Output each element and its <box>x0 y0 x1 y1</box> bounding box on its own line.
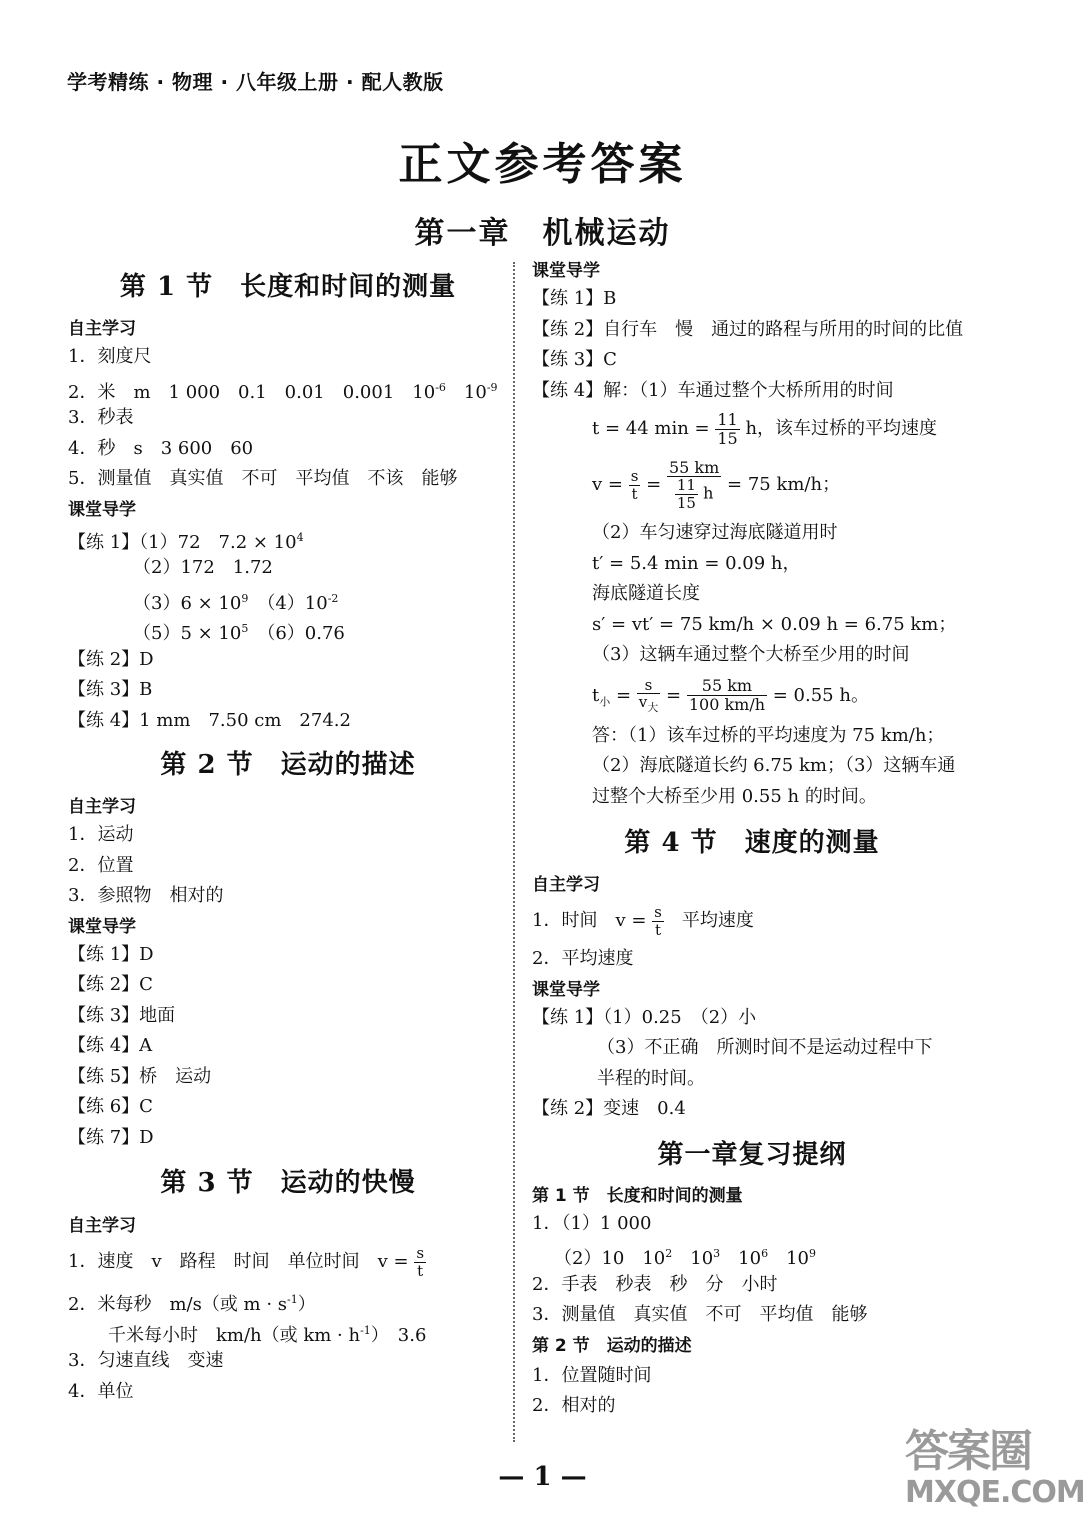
answer-line: 2．米每秒 m/s（或 $m \cdot s^{-1}$） <box>68 1293 316 1315</box>
answer-line: 【练 3】B <box>68 679 153 700</box>
answer-line: 4．秒 s 3 600 60 <box>68 437 254 459</box>
page-number: — 1 — <box>498 1462 587 1492</box>
right-column <box>532 256 972 1422</box>
section-title: 第 1 节 长度和时间的测量 <box>119 272 457 302</box>
subheading: 课堂导学 <box>532 979 600 1000</box>
answer-line: （2）172 1.72 <box>133 557 273 578</box>
answer-line: $(3)6 \times 10^9$ $(4)10^{-2}$ <box>133 591 339 614</box>
answer-line: 1．刻度尺 <box>68 346 152 367</box>
subheading: 自主学习 <box>68 1216 136 1236</box>
answer-line: 【练 7】D <box>68 1126 154 1148</box>
answer-line: 3．匀速直线 变速 <box>68 1350 224 1371</box>
answer-line: 2．米 m 1 000 0.1 0.01 0.001 $10^{-6}$ $10^{-9}$ <box>68 380 498 403</box>
answer-line: t = 44 min = $\frac{11}{15}$ h，该车过桥的平均速度 <box>592 409 938 448</box>
answer-line: （3）这辆车通过整个大桥至少用的时间 <box>592 644 910 665</box>
column-divider <box>513 262 515 1442</box>
answer-line: 千米每小时 km/h（或 km · $h^{-1}$） 3.6 <box>108 1323 427 1346</box>
answer-line: 半程的时间。 <box>597 1067 705 1089</box>
answer-line: 3．参照物 相对的 <box>68 885 224 906</box>
answer-line: 【练 6】C <box>68 1096 153 1117</box>
answer-line: s′ = vt′ = 75 km/h × 0.09 h = 6.75 km； <box>592 613 957 635</box>
answer-line: 1．运动 <box>68 824 134 845</box>
subheading: 第 1 节 长度和时间的测量 <box>532 1185 743 1206</box>
book-header: 学考精练 · 物理 · 八年级上册 · 配人教版 <box>67 70 444 94</box>
answer-line: 2．手表 秒表 秒 分 小时 <box>532 1273 778 1295</box>
answer-line: 【练 2】C <box>68 974 153 995</box>
answer-line: 【练 4】1 mm 7.50 cm 274.2 <box>68 709 351 731</box>
answer-line: 5．测量值 真实值 不可 平均值 不该 能够 <box>68 468 458 489</box>
subheading: 自主学习 <box>532 875 600 895</box>
page-title: 正文参考答案 <box>398 139 687 190</box>
answer-line: 【练 1】（1）0.25 （2）小 <box>532 1006 757 1028</box>
answer-line: 过整个大桥至少用 0.55 h 的时间。 <box>592 785 877 807</box>
answer-line: 2．平均速度 <box>532 948 634 969</box>
answer-line: 海底隧道长度 <box>592 583 700 604</box>
answer-line: 1．位置随时间 <box>532 1364 652 1386</box>
subheading: 第 2 节 运动的描述 <box>532 1335 692 1356</box>
subheading: 课堂导学 <box>68 499 136 520</box>
answer-line: 2．位置 <box>68 854 134 876</box>
answer-line: （2）海底隧道长约 6.75 km；（3）这辆车通 <box>592 755 956 776</box>
answer-line: $t_小$ = $\frac{s}{v_大}$ = $\frac{55 km}{100 km/h}$ = 0.55 h。 <box>592 675 869 715</box>
subheading: 自主学习 <box>68 797 136 817</box>
answer-line: （2）车匀速穿过海底隧道用时 <box>592 522 838 543</box>
answer-line: 【练 4】解：（1）车通过整个大桥所用的时间 <box>532 379 894 401</box>
answer-line: 答：（1）该车过桥的平均速度为 75 km/h； <box>592 724 945 746</box>
answer-line: 4．单位 <box>68 1380 134 1402</box>
answer-line: 【练 2】D <box>68 648 154 670</box>
section-title: 第 3 节 运动的快慢 <box>160 1168 416 1198</box>
answer-line: t′ = 5.4 min = 0.09 h， <box>592 552 801 574</box>
answer-line: 3．测量值 真实值 不可 平均值 能够 <box>532 1304 868 1325</box>
answer-line: 【练 4】A <box>68 1035 153 1056</box>
answer-line: 【练 3】地面 <box>68 1004 176 1026</box>
section-title: 第 2 节 运动的描述 <box>160 750 416 780</box>
chapter-title: 第一章 机械运动 <box>414 216 671 251</box>
answer-line: 1．速度 v 路程 时间 单位时间 v = $\frac{s}{t}$ <box>68 1244 425 1280</box>
answer-line: 【练 1】B <box>532 288 617 309</box>
answer-line: 1．（1）1 000 <box>532 1212 652 1234</box>
answer-line: 【练 2】变速 0.4 <box>532 1098 686 1119</box>
section-title: 第 4 节 速度的测量 <box>624 828 880 858</box>
answer-line: 【练 2】自行车 慢 通过的路程与所用的时间的比值 <box>532 318 964 340</box>
answer-line: 【练 3】C <box>532 349 617 370</box>
answer-line: （2）10 $10^2$ $10^3$ $10^6$ $10^9$ <box>554 1247 816 1269</box>
answer-line: v = $\frac{s}{t}$ = 55 km $\frac{11}{15}$ h = 75 km/h； <box>592 457 841 512</box>
subheading: 课堂导学 <box>532 261 600 281</box>
answer-line: 【练 1】（1）72 $7.2 \times 10^4$ <box>68 530 304 553</box>
left-column <box>68 262 508 1407</box>
answer-line: 【练 5】桥 运动 <box>68 1065 212 1087</box>
answer-line: 1．时间 v = $\frac{s}{t}$ 平均速度 <box>532 903 754 939</box>
answer-line: 2．相对的 <box>532 1395 616 1416</box>
section-title: 第一章复习提纲 <box>657 1139 847 1170</box>
watermark-logo: 答案圈 MXQE.COM <box>905 1426 1085 1510</box>
answer-line: （3）不正确 所测时间不是运动过程中下 <box>597 1037 933 1058</box>
subheading: 课堂导学 <box>68 916 136 937</box>
answer-line: $(5)5 \times 10^5$ （6）0.76 <box>133 622 345 644</box>
answer-line: 3．秒表 <box>68 407 134 428</box>
subheading: 自主学习 <box>68 319 136 339</box>
answer-line: 【练 1】D <box>68 943 154 965</box>
